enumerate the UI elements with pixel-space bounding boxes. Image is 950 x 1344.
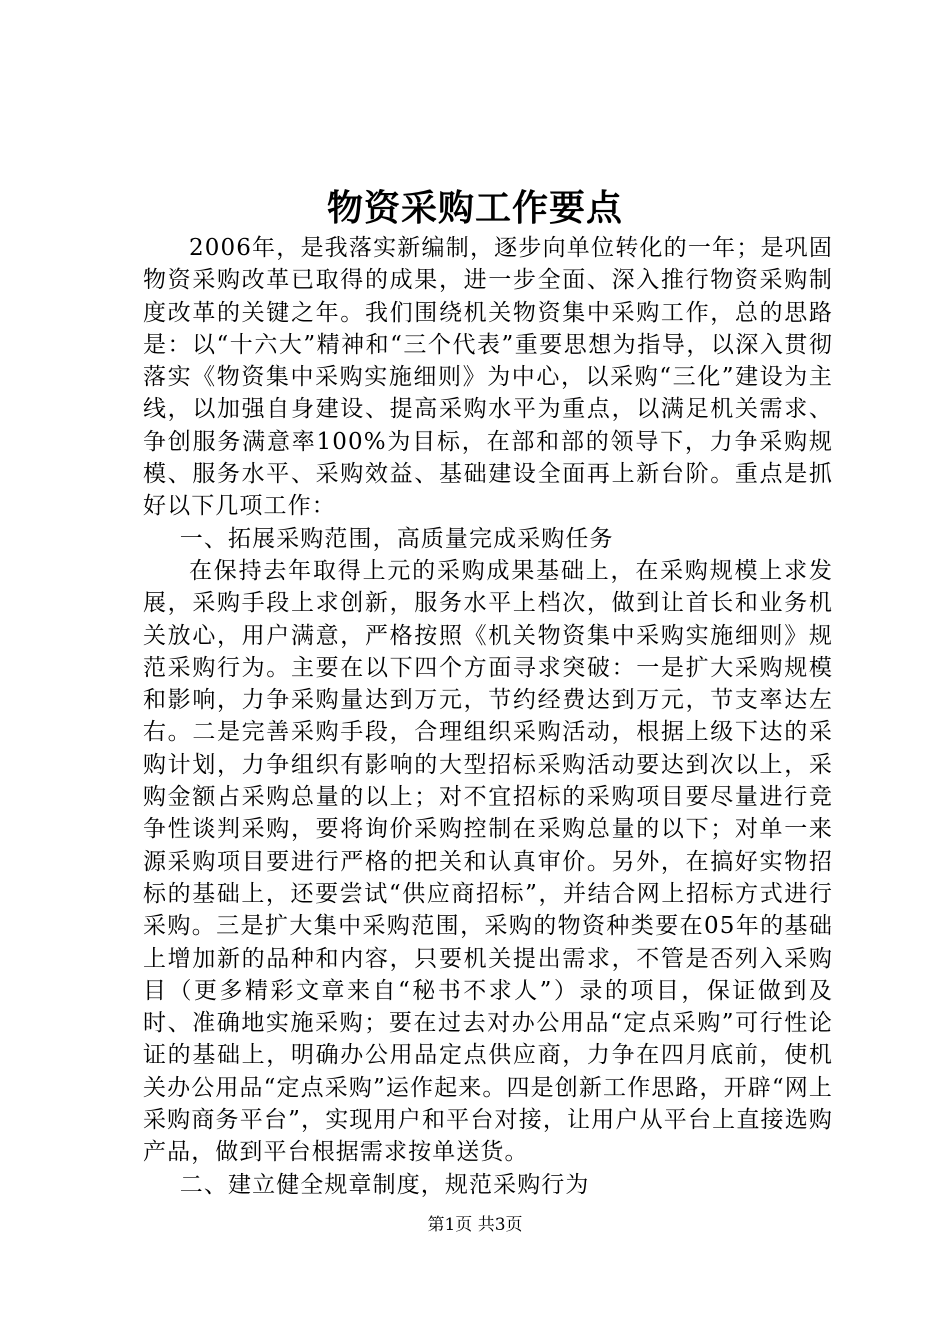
document-body — [143, 232, 833, 1201]
intro-paragraph: 2006年，是我落实新编制，逐步向单位转化的一年；是巩固物资采购改革已取得的成果，进一步全面、深入推行物资采购制度改革的关键之年。我们围绕机关物资集中采购工作，总的思路是：以“十六大”精神和“三个代表”重要思想为指导，以深入贯彻落实《物资集中采购实施细则》为中心，以采购“三化”建设为主线，以加强自身建设、提高采购水平为重点，以满足机关需求、争创服务满意率100%为目标，在部和部的领导下，力争采购规模、服务水平、采购效益、基础建设全面再上新台阶。重点是抓好以下几项工作： — [143, 235, 833, 520]
section-heading-1: 一、拓展采购范围，高质量完成采购任务 — [179, 525, 614, 552]
section-heading-2: 二、建立健全规章制度，规范采购行为 — [179, 1171, 590, 1198]
page-footer: 第1页 共3页 — [427, 1215, 523, 1235]
section-1-paragraph: 在保持去年取得上元的采购成果基础上，在采购规模上求发展，采购手段上求创新，服务水平上档次，做到让首长和业务机关放心，用户满意，严格按照《机关物资集中采购实施细则》规范采购行为。主要在以下四个方面寻求突破：一是扩大采购规模和影响，力争采购量达到万元，节约经费达到万元，节支率达左右。二是完善采购手段，合理组织采购活动，根据上级下达的采购计划，力争组织有影响的大型招标采购活动要达到次以上，采购金额占采购总量的以上；对不宜招标的采购项目要尽量进行竞争性谈判采购，要将询价采购控制在采购总量的以下；对单一来源采购项目要进行严格的把关和认真审价。另外，在搞好实物招标的基础上，还要尝试“供应商招标”，并结合网上招标方式进行采购。三是扩大集中采购范围，采购的物资种类要在05年的基础上增加新的品种和内容，只要机关提出需求，不管是否列入采购目（更多精彩文章来自“秘书不求人”）录的项目，保证做到及时、准确地实施采购；要在过去对办公用品“定点采购”可行性论证的基础上，明确办公用品定点供应商，力争在四月底前，使机关办公用品“定点采购”运作起来。四是创新工作思路，开辟“网上采购商务平台”，实现用户和平台对接，让用户从平台上直接选购产品，做到平台根据需求按单送货。 — [143, 557, 833, 1166]
document-title: 物资采购工作要点 — [326, 187, 623, 229]
